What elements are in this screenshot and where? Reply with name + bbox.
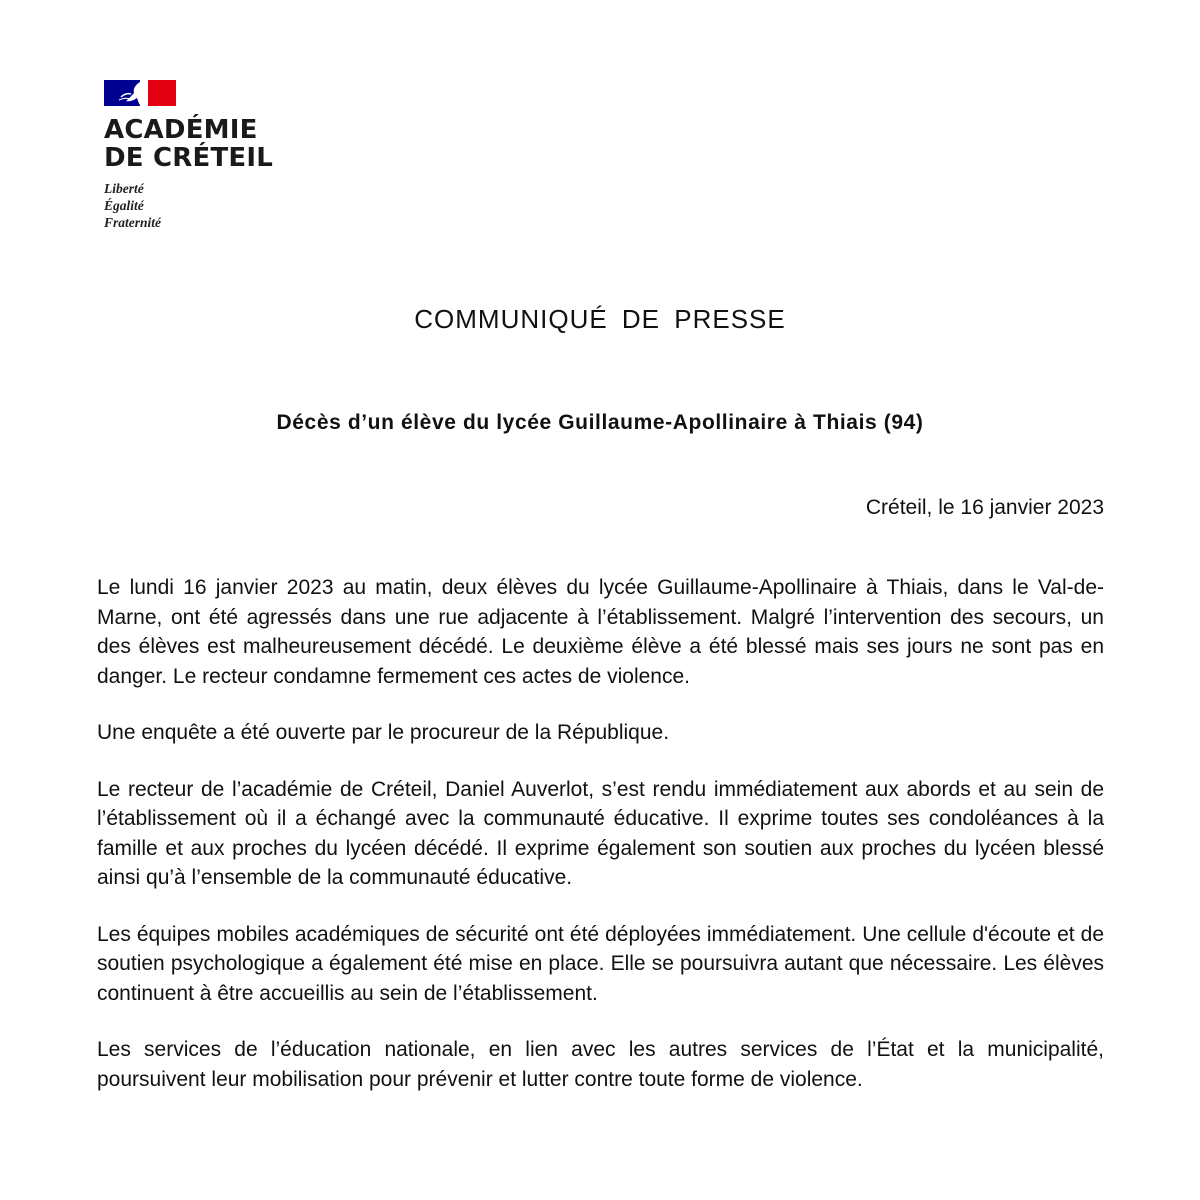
document-subject: Décès d’un élève du lycée Guillaume-Apollinaire à Thiais (94) <box>276 411 924 434</box>
paragraph-4: Les équipes mobiles académiques de sécurité ont été déployées immédiatement. Une cellule d'écoute et de soutien psychologique a également été mise en place. Elle se poursuivra autant que nécessaire. Les élèves continuent à être accueillis au sein de l’établissement. <box>97 922 1104 1005</box>
paragraph-1: Le lundi 16 janvier 2023 au matin, deux élèves du lycée Guillaume-Apollinaire à Thiais, dans le Val-de-Marne, ont été agressés dans une rue adjacente à l’établissement. Malgré l’intervention des secours, un des élèves est malheureusement décédé. Le deuxième élève a été blessé mais ses jours ne sont pas en danger. Le recteur condamne fermement ces actes de violence. <box>97 576 1104 688</box>
paragraph-5: Les services de l’éducation nationale, en lien avec les autres services de l’État et la municipalité, poursuivent leur mobilisation pour prévenir et lutter contre toute forme de violence. <box>97 1038 1104 1091</box>
republic-motto <box>104 180 304 231</box>
republique-flag-icon <box>104 80 176 106</box>
motto-liberte: Liberté <box>104 181 144 196</box>
logo-name <box>104 116 304 172</box>
paragraph-3: Le recteur de l’académie de Créteil, Daniel Auverlot, s’est rendu immédiatement aux abords et au sein de l’établissement où il a échangé avec la communauté éducative. Il exprime toutes ses condoléances à la famille et aux proches du lycéen décédé. Il exprime également son soutien aux proches du lycéen blessé ainsi qu’à l’ensemble de la communauté éducative. <box>97 777 1104 889</box>
motto-egalite: Égalité <box>104 198 144 213</box>
logo-name-line2: DE CRÉTEIL <box>104 143 273 173</box>
academie-logo <box>104 80 304 231</box>
document-date: Créteil, le 16 janvier 2023 <box>865 496 1104 519</box>
document-body <box>97 573 1104 1121</box>
logo-name-line1: ACADÉMIE <box>104 115 258 145</box>
motto-fraternite: Fraternité <box>104 215 162 230</box>
document-type-heading: COMMUNIQUÉ DE PRESSE <box>414 304 786 334</box>
marianne-profile-icon <box>104 80 176 106</box>
paragraph-2: Une enquête a été ouverte par le procureur de la République. <box>97 721 670 744</box>
